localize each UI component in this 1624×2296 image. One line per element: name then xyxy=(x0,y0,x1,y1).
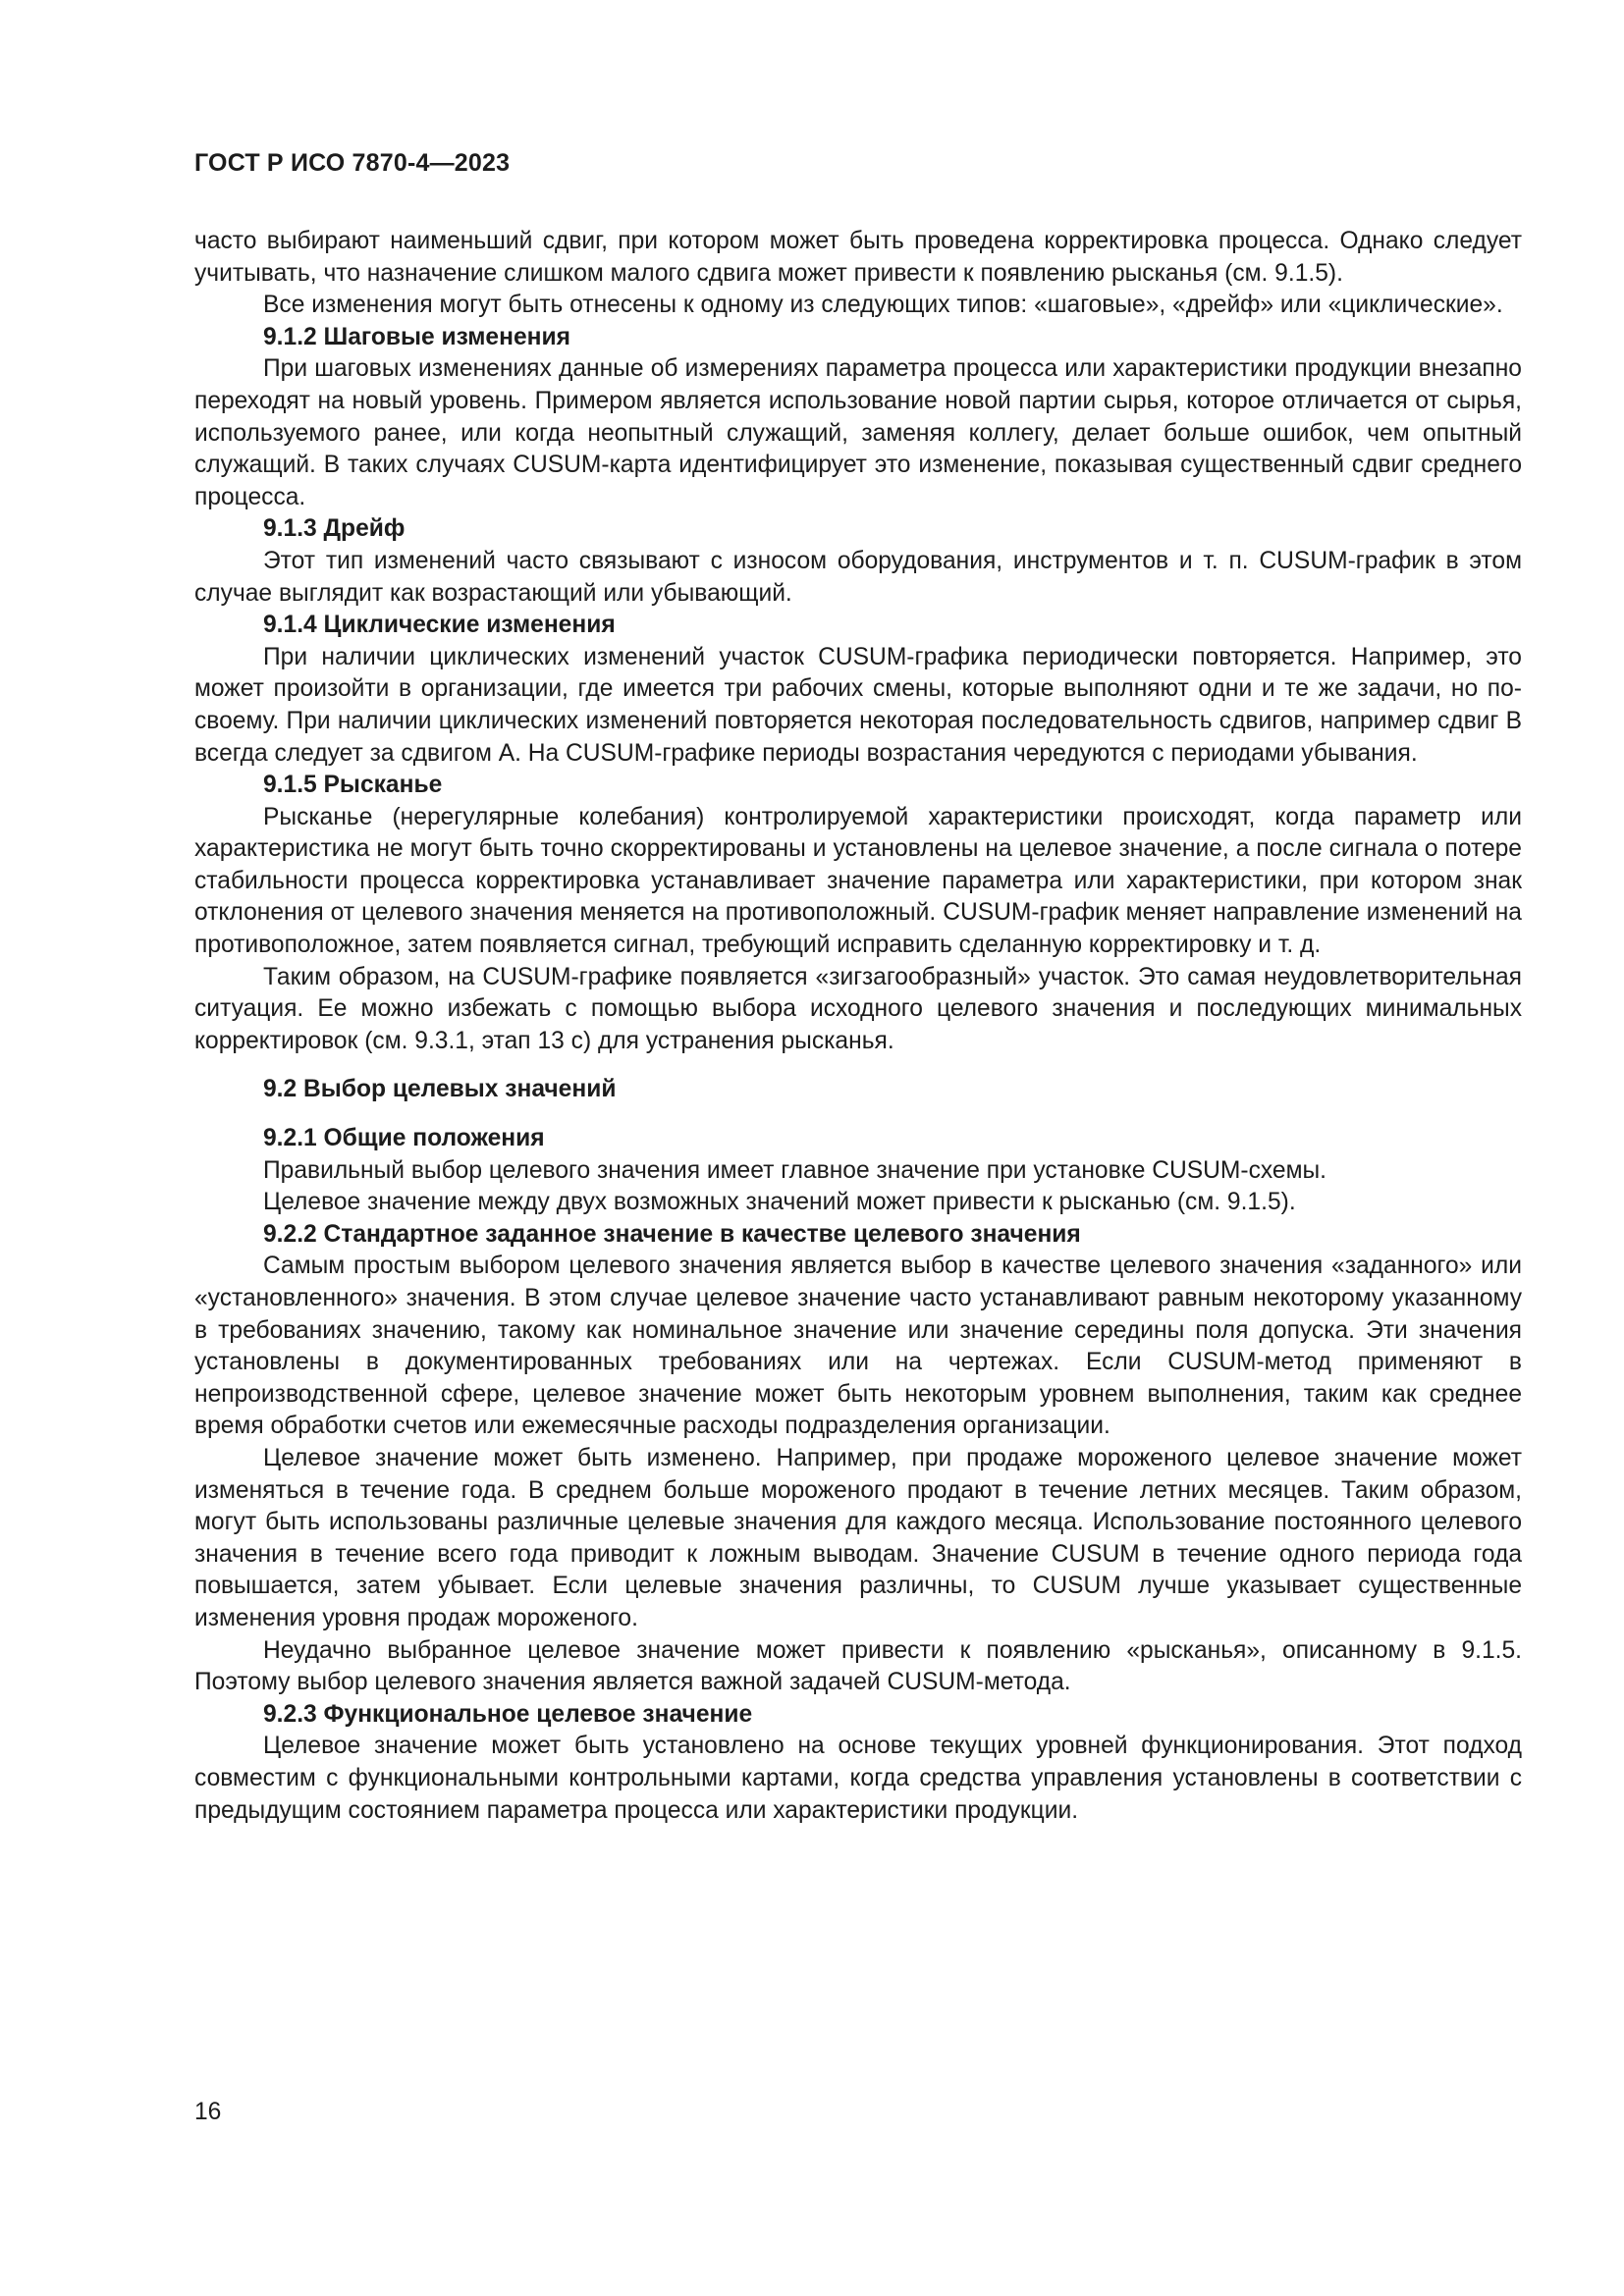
paragraph: Целевое значение может быть изменено. Например, при продаже мороженого целевое значение может изменяться в течение года. В среднем больше мороженого продают в течение летних месяцев. Таким образом, могут быть использованы различные целевые значения для каждого месяца. Использование постоянного целевого значения в течение всего года приводит к ложным выводам. Значение CUSUM в течение одного периода года повышается, затем убывает. Если целевые значения различны, то CUSUM лучше указывает существенные изменения уровня продаж мороженого. xyxy=(194,1444,1522,1631)
paragraph: При шаговых изменениях данные об измерениях параметра процесса или характеристики продукции внезапно переходят на новый уровень. Примером является использование новой партии сырья, которое отличается от сырья, используемого ранее, или когда неопытный служащий, заменяя коллегу, делает больше ошибок, чем опытный служащий. В таких случаях CUSUM-карта идентифицирует это изменение, показывая существенный сдвиг среднего процесса. xyxy=(194,355,1522,510)
paragraph: Самым простым выбором целевого значения является выбор в качестве целевого значения «заданного» или «установленного» значения. В этом случае целевое значение часто устанавливают равным некоторому указанному в требованиях значению, такому как номинальное значение или значение середины поля допуска. Эти значения установлены в документированных требованиях или на чертежах. Если CUSUM-метод применяют в непроизводственной сфере, целевое значение может быть некоторым уровнем выполнения, таким как среднее время обработки счетов или ежемесячные расходы подразделения организации. xyxy=(194,1253,1522,1440)
section-heading-9-1-2: 9.1.2 Шаговые изменения xyxy=(263,323,570,350)
paragraph: Неудачно выбранное целевое значение может привести к появлению «рысканья», описанному в 9.1.5. Поэтому выбор целевого значения является важной задачей CUSUM-метода. xyxy=(194,1636,1522,1696)
paragraph: Все изменения могут быть отнесены к одному из следующих типов: «шаговые», «дрейф» или «циклические». xyxy=(263,292,1503,319)
document-body xyxy=(194,226,1522,1827)
paragraph: часто выбирают наименьший сдвиг, при котором может быть проведена корректировка процесса. Однако следует учитывать, что назначение слишком малого сдвига может привести к появлению рысканья (см. 9.1.5). xyxy=(194,228,1522,287)
spacer xyxy=(194,1057,1522,1074)
section-heading-9-2-1: 9.2.1 Общие положения xyxy=(263,1125,545,1152)
paragraph: Целевое значение между двух возможных значений может привести к рысканью (см. 9.1.5). xyxy=(263,1189,1296,1216)
page-number: 16 xyxy=(194,2099,222,2125)
document-header: ГОСТ Р ИСО 7870-4—2023 xyxy=(194,149,511,177)
section-heading-9-2: 9.2 Выбор целевых значений xyxy=(263,1076,617,1103)
section-heading-9-1-3: 9.1.3 Дрейф xyxy=(263,515,406,543)
paragraph: Этот тип изменений часто связывают с износом оборудования, инструментов и т. п. CUSUM-график в этом случае выглядит как возрастающий или убывающий. xyxy=(194,547,1522,607)
paragraph: Целевое значение может быть установлено на основе текущих уровней функционирования. Этот подход совместим с функциональными контрольными картами, когда средства управления установлены в соответствии с предыдущим состоянием параметра процесса или характеристики продукции. xyxy=(194,1733,1522,1824)
section-heading-9-1-5: 9.1.5 Рысканье xyxy=(263,772,443,799)
paragraph: Таким образом, на CUSUM-графике появляется «зигзагообразный» участок. Это самая неудовлетворительная ситуация. Ее можно избежать с помощью выбора исходного целевого значения и последующих минимальных корректировок (см. 9.3.1, этап 13 c) для устранения рысканья. xyxy=(194,963,1522,1054)
paragraph: Рысканье (нерегулярные колебания) контролируемой характеристики происходят, когда параметр или характеристика не могут быть точно скорректированы и установлены на целевое значение, а после сигнала о потере стабильности процесса корректировка устанавливает значение параметра или характеристики, при котором знак отклонения от целевого значения меняется на противоположный. CUSUM-график меняет направление изменений на противоположное, затем появляется сигнал, требующий исправить сделанную корректировку и т. д. xyxy=(194,803,1522,959)
section-heading-9-2-2: 9.2.2 Стандартное заданное значение в качестве целевого значения xyxy=(263,1220,1081,1248)
paragraph: Правильный выбор целевого значения имеет главное значение при установке CUSUM-схемы. xyxy=(263,1156,1327,1184)
section-heading-9-2-3: 9.2.3 Функциональное целевое значение xyxy=(263,1700,753,1728)
spacer xyxy=(194,1106,1522,1123)
paragraph: При наличии циклических изменений участок CUSUM-графика периодически повторяется. Например, это может произойти в организации, где имеется три рабочих смены, которые выполняют одни и те же задачи, но по-своему. При наличии циклических изменений повторяется некоторая последовательность сдвигов, например сдвиг B всегда следует за сдвигом A. На CUSUM-графике периоды возрастания чередуются с периодами убывания. xyxy=(194,643,1522,767)
section-heading-9-1-4: 9.1.4 Циклические изменения xyxy=(263,612,616,639)
